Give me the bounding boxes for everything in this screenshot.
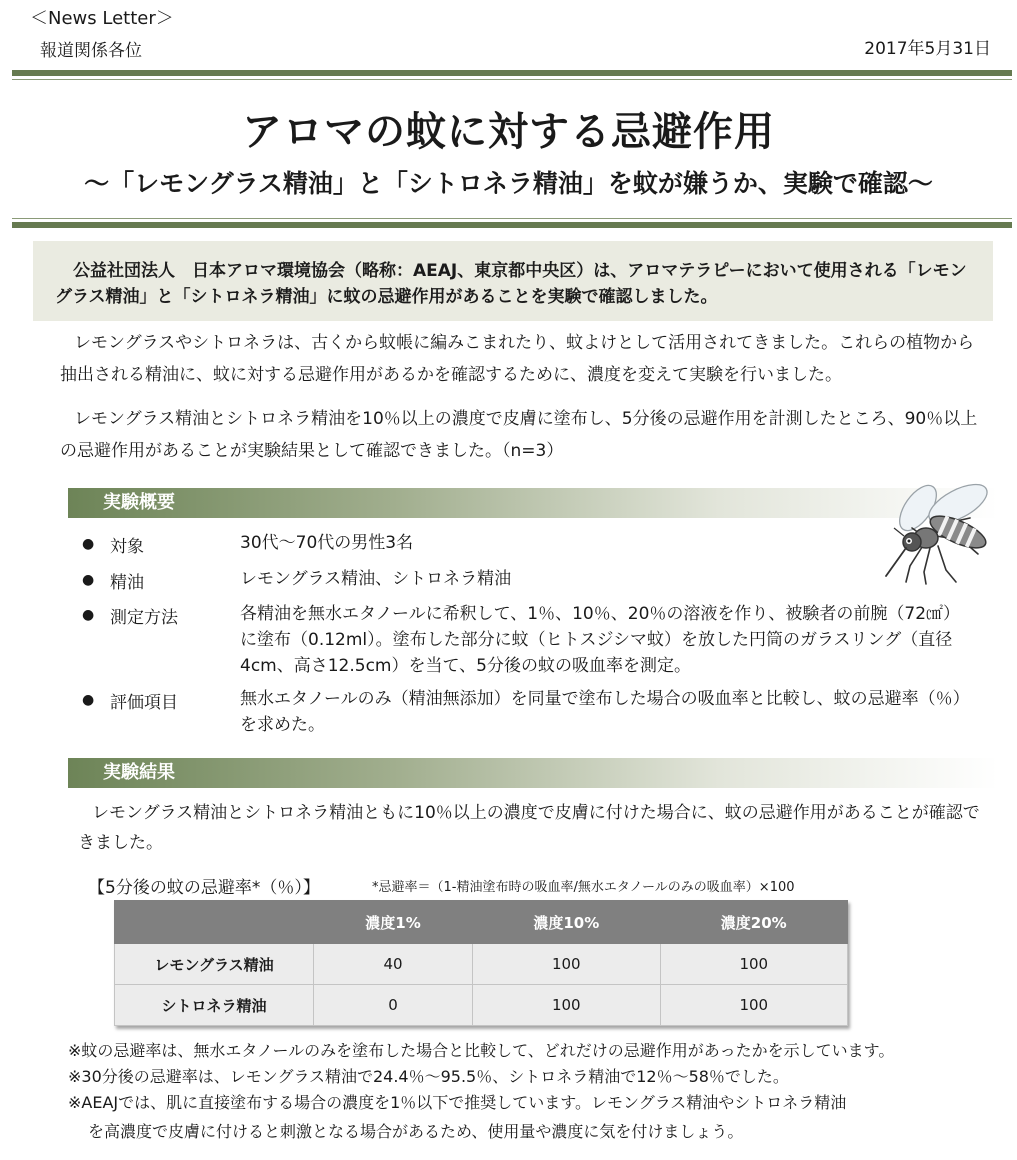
table-cell: 100 xyxy=(473,944,660,985)
intro-paragraph: レモングラスやシトロネラは、古くから蚊帳に編みこまれたり、蚊よけとして活用されてきました。これらの植物から抽出される精油に、蚊に対する忌避作用があるかを確認するために、濃度を変えて実験を行いました。 xyxy=(60,333,975,385)
bullet-icon: ● xyxy=(82,536,95,552)
overview-label: 対象 xyxy=(110,537,144,557)
table-row xyxy=(115,944,848,985)
table-row-header: レモングラス精油 xyxy=(115,944,314,985)
overview-label: 評価項目 xyxy=(110,693,178,713)
page-title: アロマの蚊に対する忌避作用 xyxy=(242,109,775,155)
formula-note: *忌避率＝（1-精油塗布時の吸血率/無水エタノールのみの吸血率）×100 xyxy=(372,880,795,895)
lead-text: 公益社団法人 日本アロマ環境協会（略称：AEAJ、東京都中央区）は、アロマテラピーにおいて使用される「レモングラス精油」と「シトロネラ精油」に蚊の忌避作用があることを実験で確認しました。 xyxy=(55,261,967,307)
overview-value: 無水エタノールのみ（精油無添加）を同量で塗布した場合の吸血率と比較し、蚊の忌避率（％）を求めた。 xyxy=(240,689,970,735)
footnote: ※30分後の忌避率は、レモングラス精油で24.4％～95.5％、シトロネラ精油で12％～58％でした。 xyxy=(68,1067,789,1086)
issue-date: 2017年5月31日 xyxy=(864,39,991,59)
table-header-cell: 濃度20% xyxy=(660,901,847,944)
section-bar-results xyxy=(68,758,998,788)
overview-value: レモングラス精油、シトロネラ精油 xyxy=(240,569,512,589)
table-header-cell: 濃度10% xyxy=(473,901,660,944)
bullet-icon: ● xyxy=(82,692,95,708)
title-rule-thick xyxy=(12,222,1012,228)
table-row-header: シトロネラ精油 xyxy=(115,985,314,1026)
table-row xyxy=(115,985,848,1026)
recipient-line: 報道関係各位 xyxy=(40,41,142,61)
table-header-cell: 濃度1% xyxy=(314,901,473,944)
table-header-row xyxy=(115,901,848,944)
bullet-icon: ● xyxy=(82,572,95,588)
overview-value: 30代～70代の男性3名 xyxy=(240,533,414,553)
footnote: ※蚊の忌避率は、無水エタノールのみを塗布した場合と比較して、どれだけの忌避作用があったかを示しています。 xyxy=(68,1041,895,1060)
footnote-continuation: を高濃度で皮膚に付けると刺激となる場合があるため、使用量や濃度に気を付けましょう。 xyxy=(88,1122,744,1141)
section-title-overview: 実験概要 xyxy=(103,492,175,513)
section-title-results: 実験結果 xyxy=(103,762,175,783)
newsletter-label: ＜News Letter＞ xyxy=(30,8,174,29)
header-rule-thin xyxy=(12,79,1012,80)
section-bar-overview xyxy=(68,488,998,518)
header-rule-thick xyxy=(12,70,1012,76)
table-cell: 100 xyxy=(473,985,660,1026)
page-subtitle: ～「レモングラス精油」と「シトロネラ精油」を蚊が嫌うか、実験で確認～ xyxy=(84,169,933,198)
title-rule-thin xyxy=(12,218,1012,219)
table-caption: 【5分後の蚊の忌避率*（％）】 xyxy=(88,878,320,898)
overview-value: 各精油を無水エタノールに希釈して、1％、10％、20％の溶液を作り、被験者の前腕（72㎠）に塗布（0.12ml）。塗布した部分に蚊（ヒトスジシマ蚊）を放した円筒のガラスリング（直径4cm、高さ12.5cm）を当て、5分後の蚊の吸血率を測定。 xyxy=(240,604,961,676)
overview-label: 測定方法 xyxy=(110,608,178,628)
table-cell: 100 xyxy=(660,985,847,1026)
bullet-icon: ● xyxy=(82,607,95,623)
results-table xyxy=(114,900,848,1026)
overview-label: 精油 xyxy=(110,573,144,593)
table-cell: 0 xyxy=(314,985,473,1026)
footnote: ※AEAJでは、肌に直接塗布する場合の濃度を1％以下で推奨しています。レモングラス精油やシトロネラ精油 xyxy=(68,1093,847,1112)
table-header-cell xyxy=(115,901,314,944)
table-cell: 40 xyxy=(314,944,473,985)
results-text: レモングラス精油とシトロネラ精油ともに10％以上の濃度で皮膚に付けた場合に、蚊の忌避作用があることが確認できました。 xyxy=(78,803,980,853)
table-cell: 100 xyxy=(660,944,847,985)
intro-paragraph: レモングラス精油とシトロネラ精油を10％以上の濃度で皮膚に塗布し、5分後の忌避作用を計測したところ、90％以上の忌避作用があることが実験結果として確認できました。（n=3） xyxy=(60,409,978,461)
